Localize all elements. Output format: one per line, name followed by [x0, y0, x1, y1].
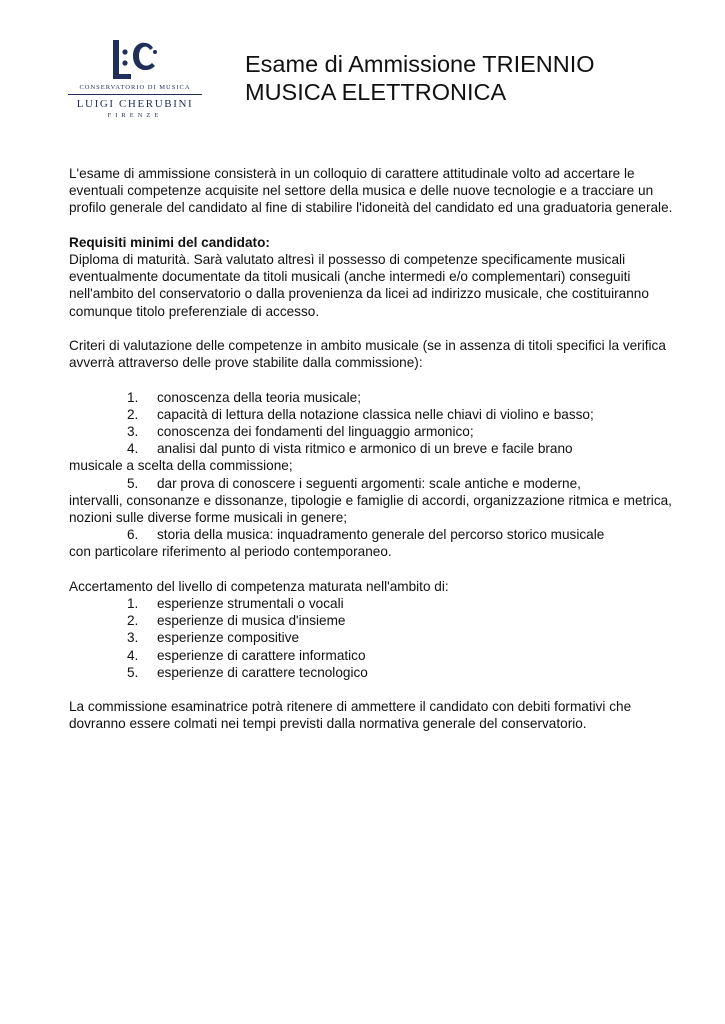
criteria-item	[69, 389, 679, 406]
criteria-text-continued: musicale a scelta della commissione;	[69, 458, 293, 474]
requirements-heading: Requisiti minimi del candidato:	[69, 234, 270, 250]
experience-item	[69, 664, 679, 681]
experience-item	[69, 612, 679, 629]
criteria-number: 6.	[127, 527, 139, 543]
experience-number: 4.	[127, 647, 139, 663]
experience-number: 2.	[127, 613, 139, 629]
requirements-paragraph: Diploma di maturità. Sarà valutato altresì il possesso di competenze specificamente musicali eventualmente documentate da titoli musicali (anche intermedi e/o complementari) conseguiti nell'ambito del conservatorio o dalla provenienza da licei ad indirizzo musicale, che costituiranno comunque titolo preferenziale di accesso.	[69, 252, 649, 319]
criteria-intro: Criteri di valutazione delle competenze in ambito musicale (se in assenza di titoli specifici la verifica avverrà attraverso delle prove stabilite dalla commissione):	[69, 338, 666, 371]
criteria-number: 4.	[127, 441, 139, 457]
spacer	[69, 217, 679, 234]
criteria-item	[69, 406, 679, 423]
page-title	[245, 50, 595, 106]
criteria-list	[69, 389, 679, 561]
criteria-text-continued: con particolare riferimento al periodo contemporaneo.	[69, 544, 392, 560]
experience-list	[69, 595, 679, 681]
experience-intro: Accertamento del livello di competenza maturata nell'ambito di:	[69, 578, 449, 594]
criteria-text: storia della musica: inquadramento generale del percorso storico musicale	[157, 527, 605, 543]
experience-item	[69, 647, 679, 664]
criteria-number: 5.	[127, 475, 139, 491]
logo-text-city: FIRENZE	[107, 112, 163, 119]
criteria-item	[69, 475, 679, 527]
title-line-1: Esame di Ammissione TRIENNIO	[245, 51, 595, 77]
criteria-text: analisi dal punto di vista ritmico e armonico di un breve e facile brano	[157, 441, 573, 457]
experience-item	[69, 629, 679, 646]
spacer	[69, 681, 679, 698]
experience-number: 1.	[127, 596, 139, 612]
spacer	[69, 371, 679, 388]
closing-paragraph: La commissione esaminatrice potrà ritenere di ammettere il candidato con debiti formativi che dovranno essere colmati nei tempi previsti dalla normativa generale del conservatorio.	[69, 699, 632, 732]
criteria-item	[69, 423, 679, 440]
logo-text-name: LUIGI CHERUBINI	[76, 98, 194, 110]
experience-text: esperienze compositive	[157, 630, 300, 646]
experience-text: esperienze di carattere informatico	[157, 647, 366, 663]
criteria-text: capacità di lettura della notazione classica nelle chiavi di violino e basso;	[157, 406, 594, 422]
criteria-text-continued: intervalli, consonanze e dissonanze, tipologie e famiglie di accordi, organizzazione ritmica e metrica, nozioni sulle diverse forme musicali in genere;	[69, 492, 672, 526]
criteria-text: conoscenza dei fondamenti del linguaggio armonico;	[157, 424, 474, 439]
experience-text: esperienze di musica d'insieme	[157, 613, 346, 629]
criteria-item	[69, 440, 679, 474]
title-line-2: MUSICA ELETTRONICA	[245, 79, 507, 105]
intro-paragraph: L'esame di ammissione consisterà in un colloquio di carattere attitudinale volto ad accertare le eventuali competenze acquisite nel settore della musica e delle nuove tecnologie e a tracciare un profilo generale del candidato al fine di stabilire l'idoneità del candidato ed una graduatoria generale.	[69, 166, 673, 216]
experience-text: esperienze di carattere tecnologico	[157, 664, 368, 680]
experience-number: 5.	[127, 664, 139, 680]
experience-text: esperienze strumentali o vocali	[157, 596, 344, 612]
conservatory-logo	[68, 38, 202, 119]
logo-divider	[68, 94, 202, 95]
criteria-item	[69, 526, 679, 560]
criteria-text: conoscenza della teoria musicale;	[157, 389, 362, 405]
logo-monogram-icon	[109, 38, 161, 82]
logo-text-top: CONSERVATORIO DI MUSICA	[79, 84, 191, 91]
spacer	[69, 561, 679, 578]
criteria-number: 1.	[127, 389, 139, 405]
criteria-number: 3.	[127, 424, 139, 439]
criteria-number: 2.	[127, 406, 139, 422]
spacer	[69, 320, 679, 337]
criteria-text: dar prova di conoscere i seguenti argomenti: scale antiche e moderne,	[157, 475, 581, 491]
experience-number: 3.	[127, 630, 139, 646]
document-body	[69, 165, 679, 733]
experience-item	[69, 595, 679, 612]
